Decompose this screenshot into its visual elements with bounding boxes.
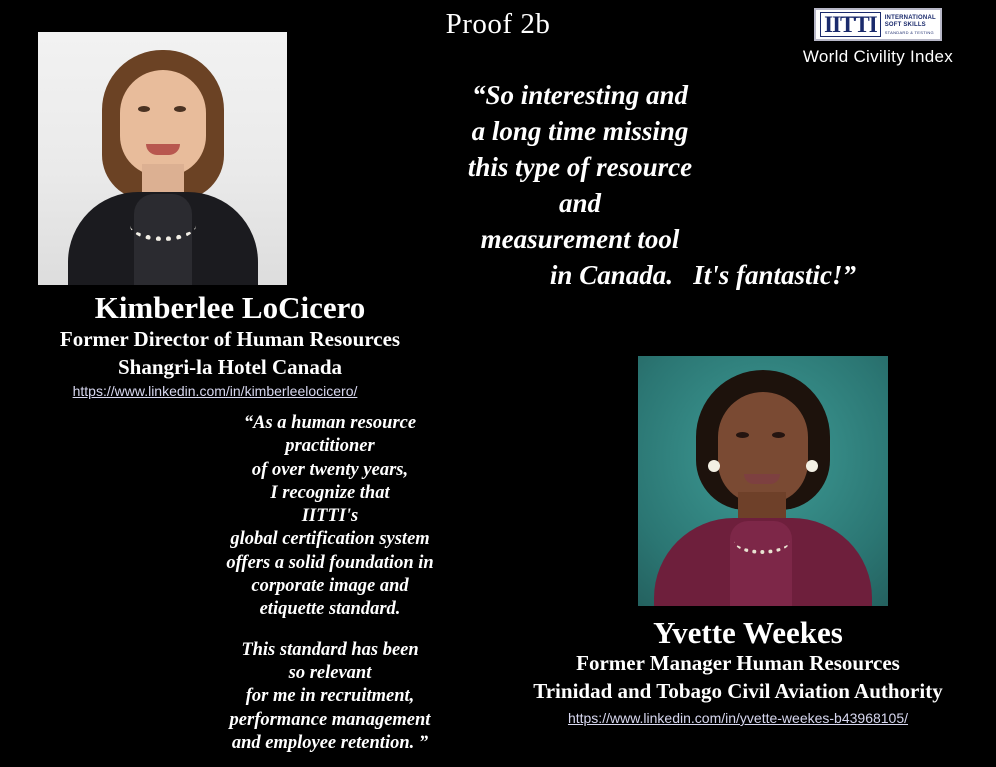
logo-line-standard: STANDARD & TESTING: [884, 29, 934, 35]
quote-line: This standard has been: [241, 639, 419, 660]
quote-line: practitioner: [285, 436, 375, 457]
portrait-face: [718, 392, 808, 504]
quote-line: corporate image and: [251, 576, 409, 597]
person-name-kimberlee: Kimberlee LoCicero: [94, 290, 366, 325]
page-title: Proof 2b: [445, 8, 551, 40]
portrait-mouth: [744, 474, 780, 484]
person-name-yvette: Yvette Weekes: [653, 615, 843, 650]
quote-line: offers a solid foundation in: [226, 552, 434, 573]
person-title-kimberlee: [0, 326, 460, 381]
portrait-earring-left: [708, 460, 720, 472]
logo-line-softskills: SOFT SKILLS: [884, 22, 926, 28]
quote-line: measurement tool: [480, 223, 680, 254]
portrait-eye-right: [174, 106, 186, 112]
quote-line: performance management: [229, 709, 431, 730]
quote-kimberlee: [300, 78, 860, 293]
person-title-line: Shangri-la Hotel Canada: [117, 354, 343, 379]
linkedin-link-kimberlee[interactable]: https://www.linkedin.com/in/kimberleelocicero/: [72, 383, 358, 399]
portrait-face: [120, 70, 206, 176]
quote-line: “So interesting and: [471, 80, 689, 110]
quote-paragraph-gap: [180, 622, 480, 639]
person-title-line: Trinidad and Tobago Civil Aviation Authority: [533, 678, 943, 703]
portrait-photo-kimberlee: [38, 32, 287, 285]
quote-line: global certification system: [230, 529, 430, 550]
portrait-eye-left: [736, 432, 749, 438]
iitti-logo-badge: [814, 8, 942, 41]
portrait-eye-right: [772, 432, 785, 438]
quote-line: a long time missing: [471, 115, 689, 146]
quote-line: in Canada. It's fantastic!”: [549, 259, 856, 290]
world-civility-index-caption: World Civility Index: [802, 47, 954, 66]
quote-line: IITTI's: [301, 506, 359, 527]
person-title-line: Former Director of Human Resources: [59, 327, 401, 351]
logo-line-international: INTERNATIONAL: [884, 14, 936, 21]
linkedin-link-yvette[interactable]: https://www.linkedin.com/in/yvette-weekes-b43968105/: [567, 710, 909, 726]
quote-line: and employee retention. ”: [231, 732, 429, 753]
quote-line: I recognize that: [270, 482, 390, 503]
iitti-logo-block: [778, 8, 978, 67]
quote-line: “As a human resource: [243, 413, 417, 433]
portrait-necklace: [734, 528, 790, 554]
quote-yvette: [180, 412, 480, 755]
quote-line: of over twenty years,: [251, 459, 409, 480]
portrait-eye-left: [138, 106, 150, 112]
quote-line: so relevant: [288, 662, 372, 683]
iitti-wordmark: IITTI: [820, 12, 881, 37]
portrait-photo-yvette: [638, 356, 888, 606]
portrait-earring-right: [806, 460, 818, 472]
quote-line: this type of resource: [467, 151, 693, 182]
quote-line: for me in recruitment,: [245, 686, 415, 707]
quote-line: and: [558, 187, 602, 218]
quote-line: etiquette standard.: [259, 599, 401, 620]
person-title-line: Former Manager Human Resources: [576, 651, 900, 675]
portrait-necklace: [130, 210, 196, 241]
person-title-yvette: [480, 650, 996, 705]
